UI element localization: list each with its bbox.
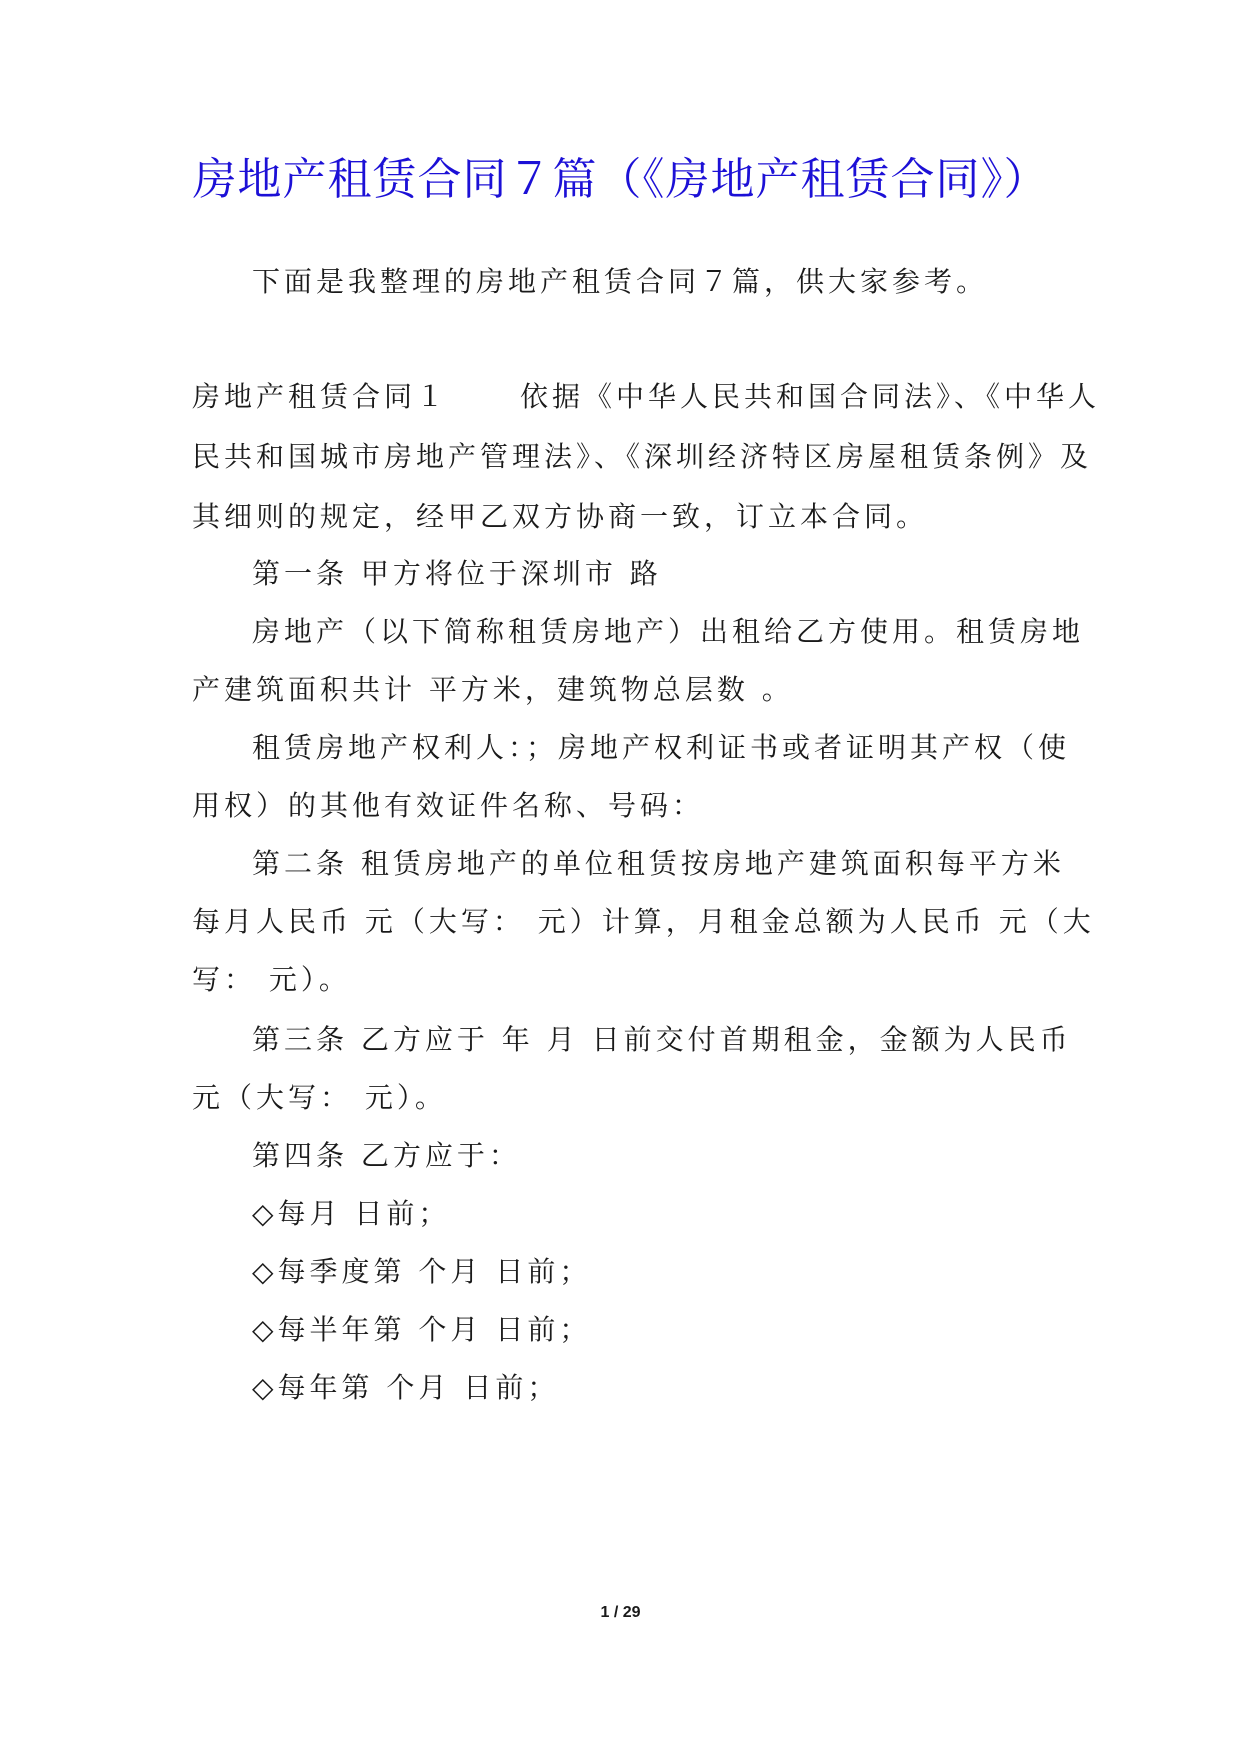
article-1-line-2: 房地产（以下简称租赁房地产）出租给乙方使用。租赁房地 [252,615,1085,648]
article-1-line-3: 产建筑面积共计 平方米，建筑物总层数 。 [192,673,794,706]
article-2-line-2: 每月人民币 元（大写： 元）计算，月租金总额为人民币 元（大 [192,905,1095,938]
page-indicator: 1 / 29 [600,1604,641,1621]
paragraph-1-line-2: 民共和国城市房地产管理法》、《深圳经济特区房屋租赁条例》及 [192,440,1093,473]
option-item: ◇每半年第 个月 日前； [252,1313,592,1346]
paragraph-1-line-1 [192,365,1101,429]
intro-paragraph: 下面是我整理的房地产租赁合同７篇，供大家参考。 [252,265,989,298]
article-2-line-1: 第二条 租赁房地产的单位租赁按房地产建筑面积每平方米 [252,847,1065,880]
article-2-line-3: 写： 元）。 [192,963,351,996]
document-title: 房地产租赁合同７篇（《房地产租赁合同》） [192,154,1049,205]
owner-line-2: 用权）的其他有效证件名称、号码： [192,789,705,822]
article-1-line-1: 第一条 甲方将位于深圳市 路 [252,557,662,590]
section-heading: 房地产租赁合同１ [192,380,449,413]
option-item: ◇每月 日前； [252,1197,451,1230]
article-3-line-2: 元（大写： 元）。 [192,1081,447,1114]
option-item: ◇每季度第 个月 日前； [252,1255,592,1288]
article-3-line-1: 第三条 乙方应于 年 月 日前交付首期租金，金额为人民币 [252,1023,1072,1056]
paragraph-1-text: 依据《中华人民共和国合同法》、《中华人 [520,380,1101,413]
option-item: ◇每年第 个月 日前； [252,1371,560,1404]
article-4-line-1: 第四条 乙方应于： [252,1139,521,1172]
paragraph-1-line-3: 其细则的规定，经甲乙双方协商一致，订立本合同。 [192,500,929,533]
owner-line-1: 租赁房地产权利人：；房地产权利证书或者证明其产权（使 [252,731,1071,764]
